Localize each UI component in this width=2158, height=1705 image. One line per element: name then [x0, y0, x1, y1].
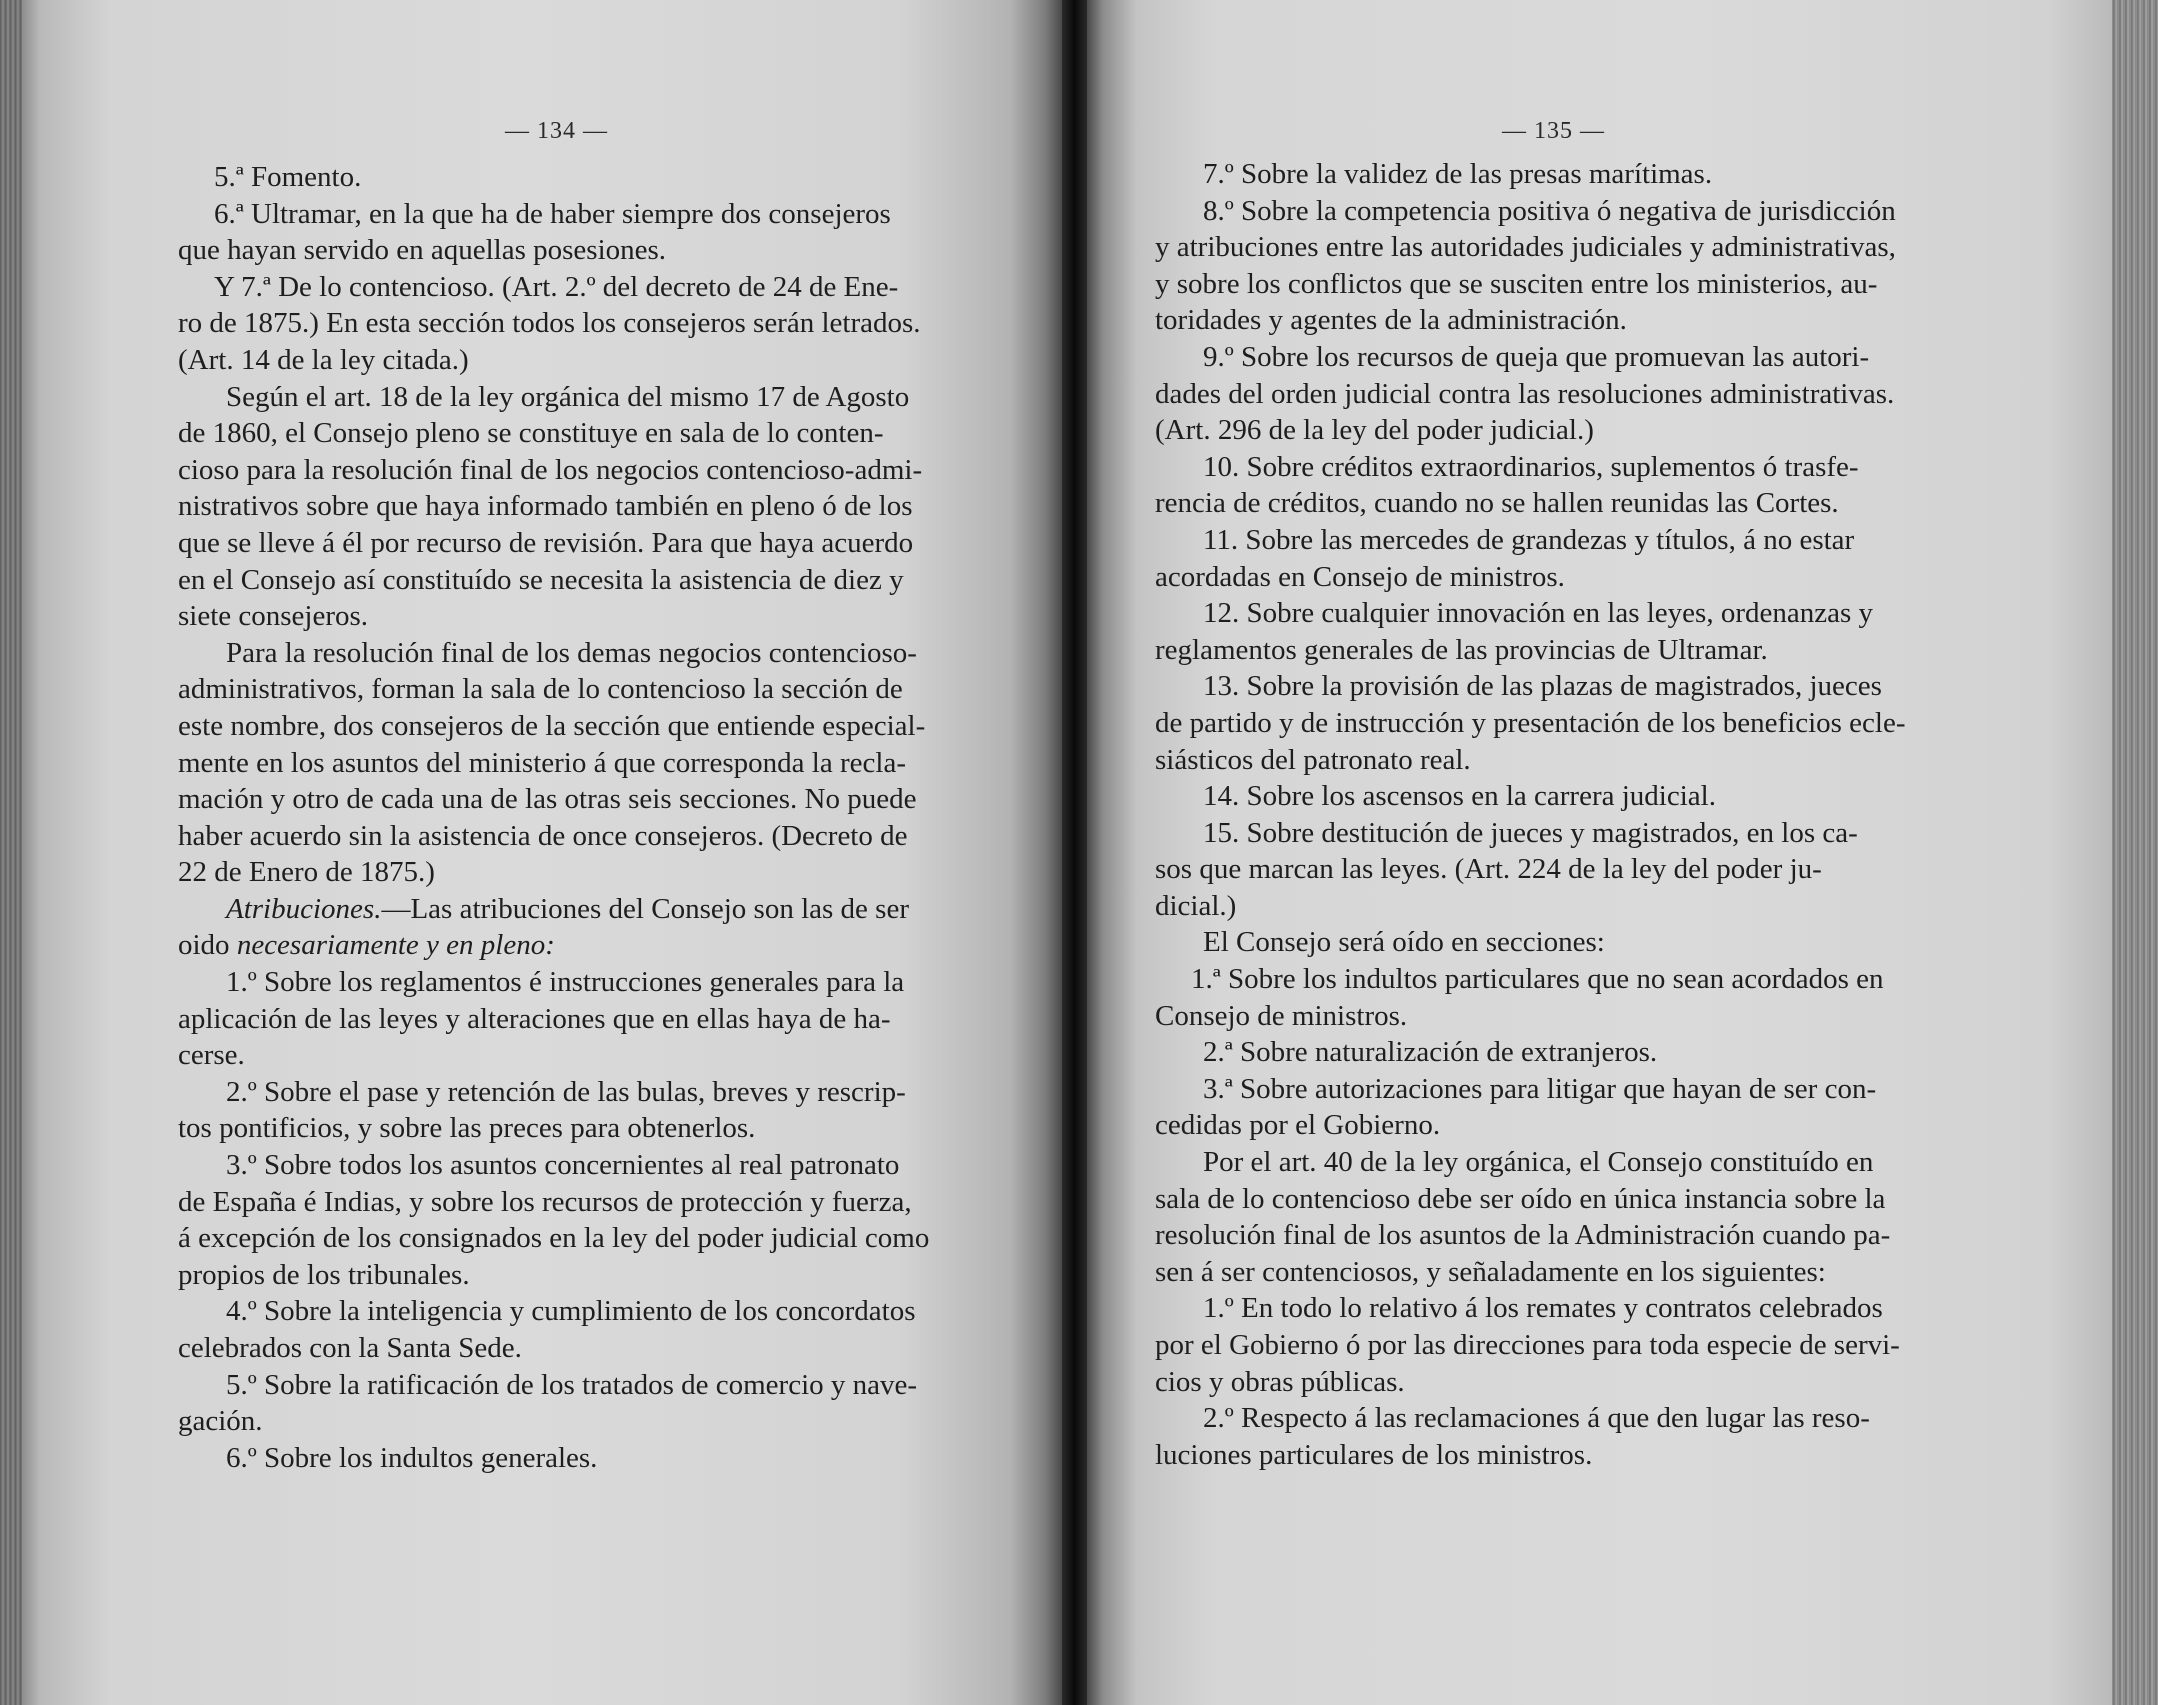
- text-line: propios de los tribunales.: [178, 1258, 470, 1291]
- text-line: 9.º Sobre los recursos de queja que promuevan las autori-: [1203, 340, 1870, 373]
- text-line: 12. Sobre cualquier innovación en las leyes, ordenanzas y: [1203, 597, 1874, 630]
- text-line: y atribuciones entre las autoridades judiciales y administrativas,: [1155, 231, 1896, 264]
- text-line: de 1860, el Consejo pleno se constituye en sala de lo conten-: [178, 417, 884, 450]
- text-line: celebrados con la Santa Sede.: [178, 1332, 522, 1364]
- emphasis-italic: necesariamente y en pleno:: [236, 929, 555, 962]
- text-line: 10. Sobre créditos extraordinarios, suplementos ó trasfe-: [1203, 450, 1859, 483]
- text-line: sen á ser contenciosos, y señaladamente en los siguientes:: [1155, 1255, 1826, 1288]
- text-line: [178, 927, 955, 964]
- text-line: en el Consejo así constituído se necesita la asistencia de diez y: [178, 563, 904, 596]
- text-line: 7.º Sobre la validez de las presas marítimas.: [1203, 158, 1713, 190]
- text-line: gación.: [178, 1405, 263, 1438]
- text-run: oido: [178, 929, 230, 962]
- text-line: tos pontificios, y sobre las preces para obtenerlos.: [178, 1112, 756, 1145]
- left-page: [0, 0, 1062, 1705]
- page-number: — 135 —: [1502, 118, 1605, 144]
- text-line: de partido y de instrucción y presentación de los beneficios ecle-: [1155, 706, 1906, 739]
- text-line: cioso para la resolución final de los negocios contencioso-admi-: [178, 453, 923, 486]
- left-page-edge: [0, 0, 22, 1705]
- text-line: que se lleve á él por recurso de revisión. Para que haya acuerdo: [178, 526, 914, 559]
- text-line: Según el art. 18 de la ley orgánica del mismo 17 de Agosto: [226, 380, 910, 413]
- text-line: El Consejo será oído en secciones:: [1203, 926, 1605, 959]
- text-line: Por el art. 40 de la ley orgánica, el Consejo constituído en: [1203, 1146, 1874, 1179]
- text-line: 6.ª Ultramar, en la que ha de haber siempre dos consejeros: [214, 197, 891, 230]
- page-number: — 134 —: [505, 118, 608, 144]
- text-line: cios y obras públicas.: [1155, 1365, 1405, 1398]
- text-line: 1.º Sobre los reglamentos é instrucciones generales para la: [226, 966, 905, 999]
- text-line: 1.º En todo lo relativo á los remates y contratos celebrados: [1203, 1292, 1883, 1325]
- text-line: de España é Indias, y sobre los recursos de protección y fuerza,: [178, 1185, 912, 1218]
- text-line: que hayan servido en aquellas posesiones.: [178, 234, 667, 267]
- text-line: luciones particulares de los ministros.: [1155, 1438, 1593, 1471]
- text-line: rencia de créditos, cuando no se hallen reunidas las Cortes.: [1155, 487, 1839, 520]
- text-line: 4.º Sobre la inteligencia y cumplimiento de los concordatos: [226, 1295, 916, 1328]
- text-line: sala de lo contencioso debe ser oído en única instancia sobre la: [1155, 1182, 1886, 1215]
- text-line: dades del orden judicial contra las resoluciones administrativas.: [1155, 377, 1895, 410]
- text-line: mación y otro de cada una de las otras seis secciones. No puede: [178, 783, 917, 816]
- text-line: 2.º Respecto á las reclamaciones á que den lugar las reso-: [1203, 1402, 1870, 1435]
- text-line: 14. Sobre los ascensos en la carrera judicial.: [1203, 780, 1716, 813]
- text-line: sos que marcan las leyes. (Art. 224 de la ley del poder ju-: [1155, 853, 1822, 886]
- text-line: 3.º Sobre todos los asuntos concernientes al real patronato: [226, 1149, 900, 1182]
- text-line: siásticos del patronato real.: [1155, 743, 1471, 776]
- right-page-edge: [2112, 0, 2158, 1705]
- text-line: [178, 891, 955, 928]
- text-line: administrativos, forman la sala de lo contencioso la sección de: [178, 673, 903, 706]
- text-line: 13. Sobre la provisión de las plazas de magistrados, jueces: [1203, 670, 1882, 703]
- text-line: haber acuerdo sin la asistencia de once consejeros. (Decreto de: [178, 819, 908, 852]
- text-line: 22 de Enero de 1875.): [178, 856, 435, 889]
- left-page-body: [178, 159, 955, 1476]
- text-line: 6.º Sobre los indultos generales.: [226, 1441, 598, 1474]
- text-line: aplicación de las leyes y alteraciones que en ellas haya de ha-: [178, 1002, 891, 1035]
- text-line: (Art. 14 de la ley citada.): [178, 343, 469, 376]
- text-line: ro de 1875.) En esta sección todos los consejeros serán letrados.: [178, 307, 921, 340]
- text-line: resolución final de los asuntos de la Administración cuando pa-: [1155, 1219, 1891, 1252]
- text-line: siete consejeros.: [178, 600, 369, 633]
- text-line: 3.ª Sobre autorizaciones para litigar que hayan de ser con-: [1203, 1072, 1877, 1105]
- right-page: [1087, 0, 2158, 1705]
- text-line: 5.º Sobre la ratificación de los tratados de comercio y nave-: [226, 1368, 918, 1401]
- text-line: 2.ª Sobre naturalización de extranjeros.: [1203, 1036, 1658, 1069]
- text-run: —Las atribuciones del Consejo son las de ser: [381, 892, 909, 925]
- section-heading-italic: Atribuciones.: [226, 892, 382, 925]
- text-line: (Art. 296 de la ley del poder judicial.): [1155, 414, 1594, 447]
- text-line: dicial.): [1155, 889, 1237, 922]
- text-line: nistrativos sobre que haya informado también en pleno ó de los: [178, 490, 913, 523]
- text-line: mente en los asuntos del ministerio á que corresponda la recla-: [178, 746, 906, 779]
- text-line: 8.º Sobre la competencia positiva ó negativa de jurisdicción: [1203, 194, 1896, 227]
- text-line: 2.º Sobre el pase y retención de las bulas, breves y rescrip-: [226, 1075, 906, 1108]
- text-line: acordadas en Consejo de ministros.: [1155, 560, 1565, 593]
- text-line: por el Gobierno ó por las direcciones para toda especie de servi-: [1155, 1329, 1900, 1361]
- text-line: este nombre, dos consejeros de la sección que entiende especial-: [178, 709, 926, 742]
- text-line: Consejo de ministros.: [1155, 999, 1408, 1032]
- text-line: 15. Sobre destitución de jueces y magistrados, en los ca-: [1203, 816, 1858, 849]
- text-line: 5.ª Fomento.: [214, 161, 362, 193]
- book-gutter: [1062, 0, 1087, 1705]
- text-line: 11. Sobre las mercedes de grandezas y títulos, á no estar: [1203, 523, 1855, 556]
- text-line: Y 7.ª De lo contencioso. (Art. 2.º del decreto de 24 de Ene-: [214, 270, 899, 303]
- text-line: 1.ª Sobre los indultos particulares que no sean acordados en: [1191, 963, 1884, 996]
- text-line: á excepción de los consignados en la ley del poder judicial como: [178, 1222, 930, 1255]
- text-line: toridades y agentes de la administración.: [1155, 304, 1627, 337]
- text-line: cerse.: [178, 1039, 245, 1072]
- text-line: Para la resolución final de los demas negocios contencioso-: [226, 636, 917, 669]
- text-line: cedidas por el Gobierno.: [1155, 1109, 1441, 1142]
- text-line: reglamentos generales de las provincias de Ultramar.: [1155, 633, 1768, 666]
- text-line: y sobre los conflictos que se susciten entre los ministerios, au-: [1155, 267, 1878, 300]
- right-page-body: [1155, 156, 2017, 1473]
